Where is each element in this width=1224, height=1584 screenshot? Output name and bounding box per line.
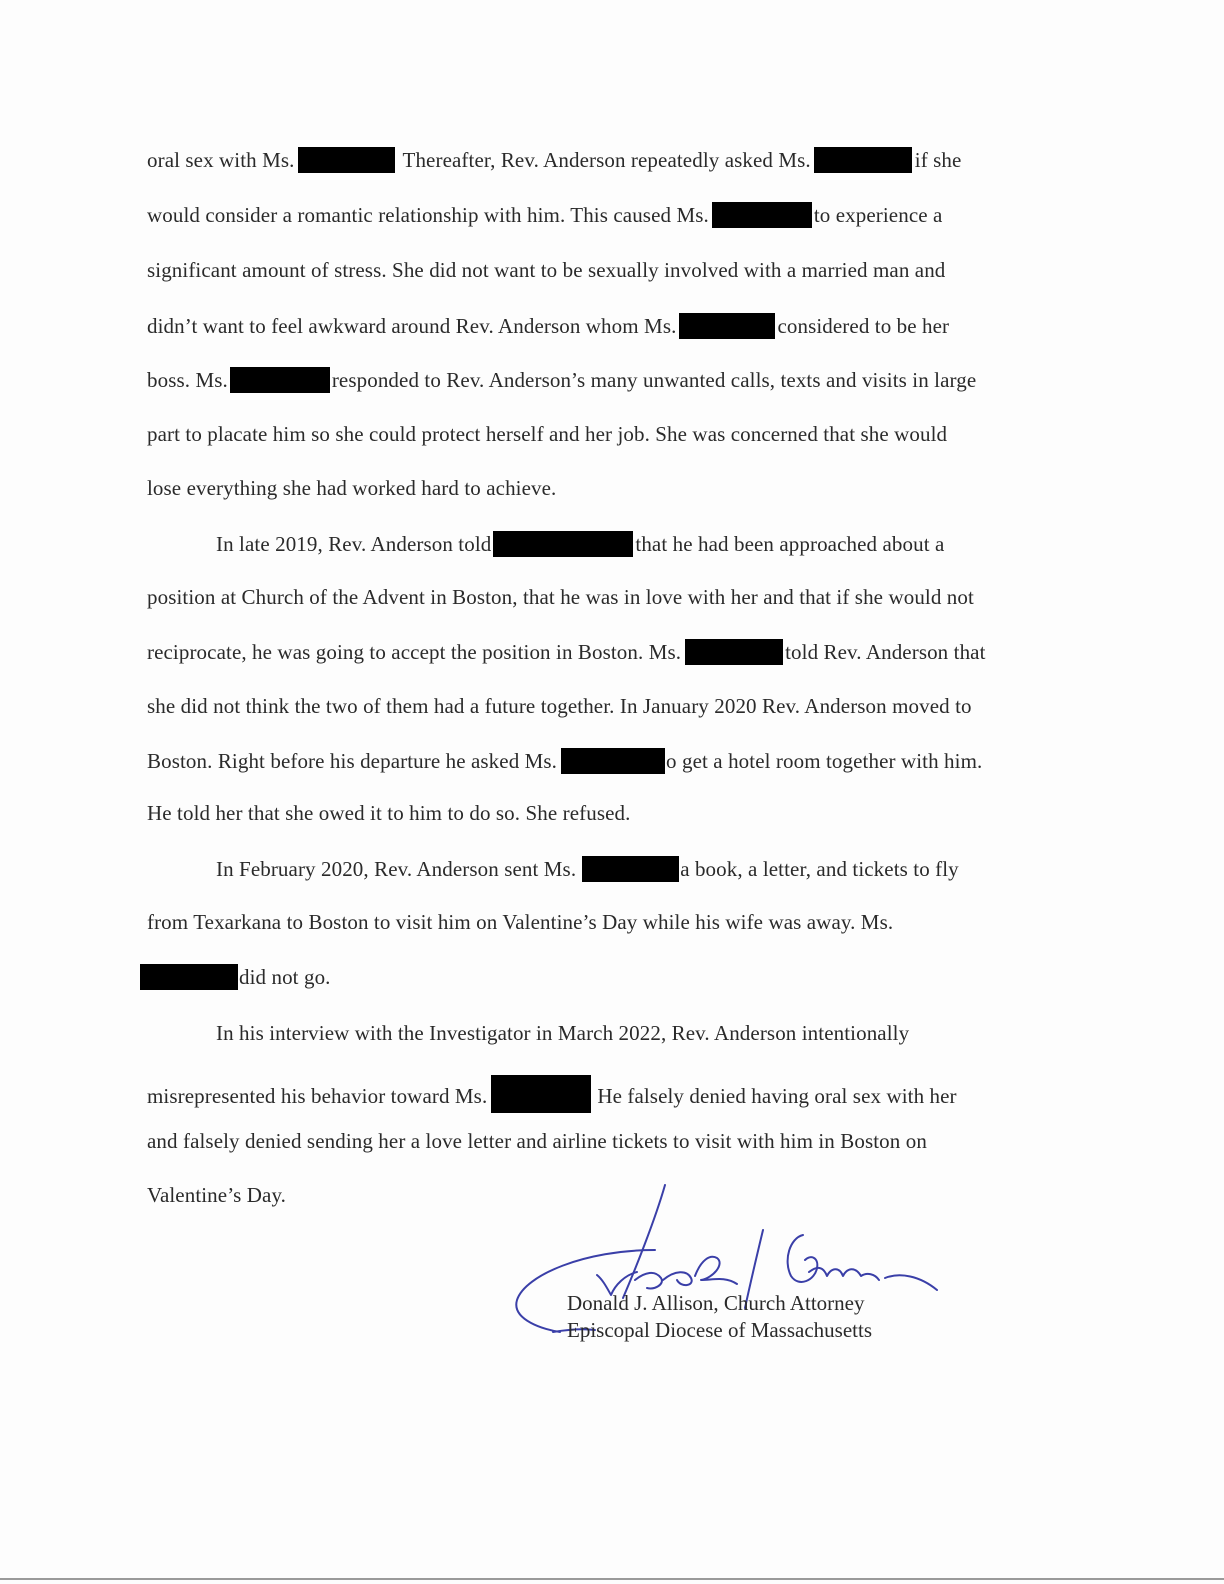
text-segment: considered to be her (777, 314, 950, 338)
text-segment: In late 2019, Rev. Anderson told (216, 532, 492, 556)
text-line (147, 910, 893, 934)
text-segment: position at Church of the Advent in Boston, that he was in love with her and that if she would not (147, 585, 974, 609)
text-segment: and falsely denied sending her a love letter and airline tickets to visit with him in Boston on (147, 1129, 927, 1153)
signature-block (567, 1290, 872, 1344)
signatory-name-title: Donald J. Allison, Church Attorney (567, 1291, 865, 1315)
text-line (147, 639, 986, 665)
text-segment: part to placate him so she could protect herself and her job. She was concerned that she would (147, 422, 948, 446)
text-line (147, 422, 947, 446)
page-bottom-edge (0, 1578, 1224, 1580)
redaction-box (561, 748, 665, 774)
text-segment: o get a hotel room together with him. (666, 749, 983, 773)
text-line (147, 476, 556, 500)
text-segment: from Texarkana to Boston to visit him on Valentine’s Day while his wife was away. Ms. (147, 910, 894, 934)
redaction-box (582, 856, 679, 882)
text-segment: oral sex with Ms. (147, 148, 295, 172)
signatory-organization: Episcopal Diocese of Massachusetts (567, 1318, 873, 1342)
text-segment: lose everything she had worked hard to achieve. (147, 476, 557, 500)
text-segment: didn’t want to feel awkward around Rev. Anderson whom Ms. (147, 314, 677, 338)
text-segment: boss. Ms. (147, 368, 228, 392)
redaction-box (230, 367, 330, 393)
text-segment: Valentine’s Day. (147, 1183, 287, 1207)
text-line (216, 856, 959, 882)
text-segment: Thereafter, Rev. Anderson repeatedly asked Ms. (402, 148, 811, 172)
text-segment: In February 2020, Rev. Anderson sent Ms. (216, 857, 577, 881)
text-line (147, 1075, 957, 1113)
text-segment: to experience a (813, 203, 943, 227)
text-segment: would consider a romantic relationship with him. This caused Ms. (147, 203, 709, 227)
text-segment: that he had been approached about a (635, 532, 945, 556)
text-segment: a book, a letter, and tickets to fly (680, 857, 959, 881)
text-segment: He falsely denied having oral sex with her (597, 1084, 957, 1108)
text-line (140, 964, 331, 990)
text-line (216, 531, 944, 557)
text-line (147, 313, 949, 339)
text-segment: she did not think the two of them had a future together. In January 2020 Rev. Anderson moved to (147, 694, 972, 718)
text-line (147, 147, 961, 173)
text-segment: misrepresented his behavior toward Ms. (147, 1084, 488, 1108)
text-segment: He told her that she owed it to him to do so. She refused. (147, 801, 631, 825)
text-line (147, 202, 942, 228)
redaction-box (298, 147, 395, 173)
text-segment: Boston. Right before his departure he asked Ms. (147, 749, 558, 773)
redaction-box (685, 639, 783, 665)
redaction-box (140, 964, 238, 990)
text-line (147, 694, 972, 718)
redaction-box (493, 531, 633, 557)
text-segment: told Rev. Anderson that (785, 640, 986, 664)
text-line (147, 1183, 286, 1207)
text-segment: did not go. (239, 965, 331, 989)
text-segment: significant amount of stress. She did not want to be sexually involved with a married man and (147, 258, 946, 282)
text-line (147, 585, 974, 609)
redaction-box (814, 147, 912, 173)
text-line (147, 367, 976, 393)
text-line (216, 1021, 909, 1045)
text-line (147, 801, 630, 825)
redaction-box (679, 313, 775, 339)
redaction-box (491, 1075, 591, 1113)
text-segment: In his interview with the Investigator in March 2022, Rev. Anderson intentionally (216, 1021, 910, 1045)
text-segment: if she (914, 148, 962, 172)
text-line (147, 258, 945, 282)
text-line (147, 748, 982, 774)
redaction-box (712, 202, 812, 228)
text-segment: responded to Rev. Anderson’s many unwanted calls, texts and visits in large (331, 368, 977, 392)
text-segment: reciprocate, he was going to accept the position in Boston. Ms. (147, 640, 682, 664)
text-line (147, 1129, 927, 1153)
